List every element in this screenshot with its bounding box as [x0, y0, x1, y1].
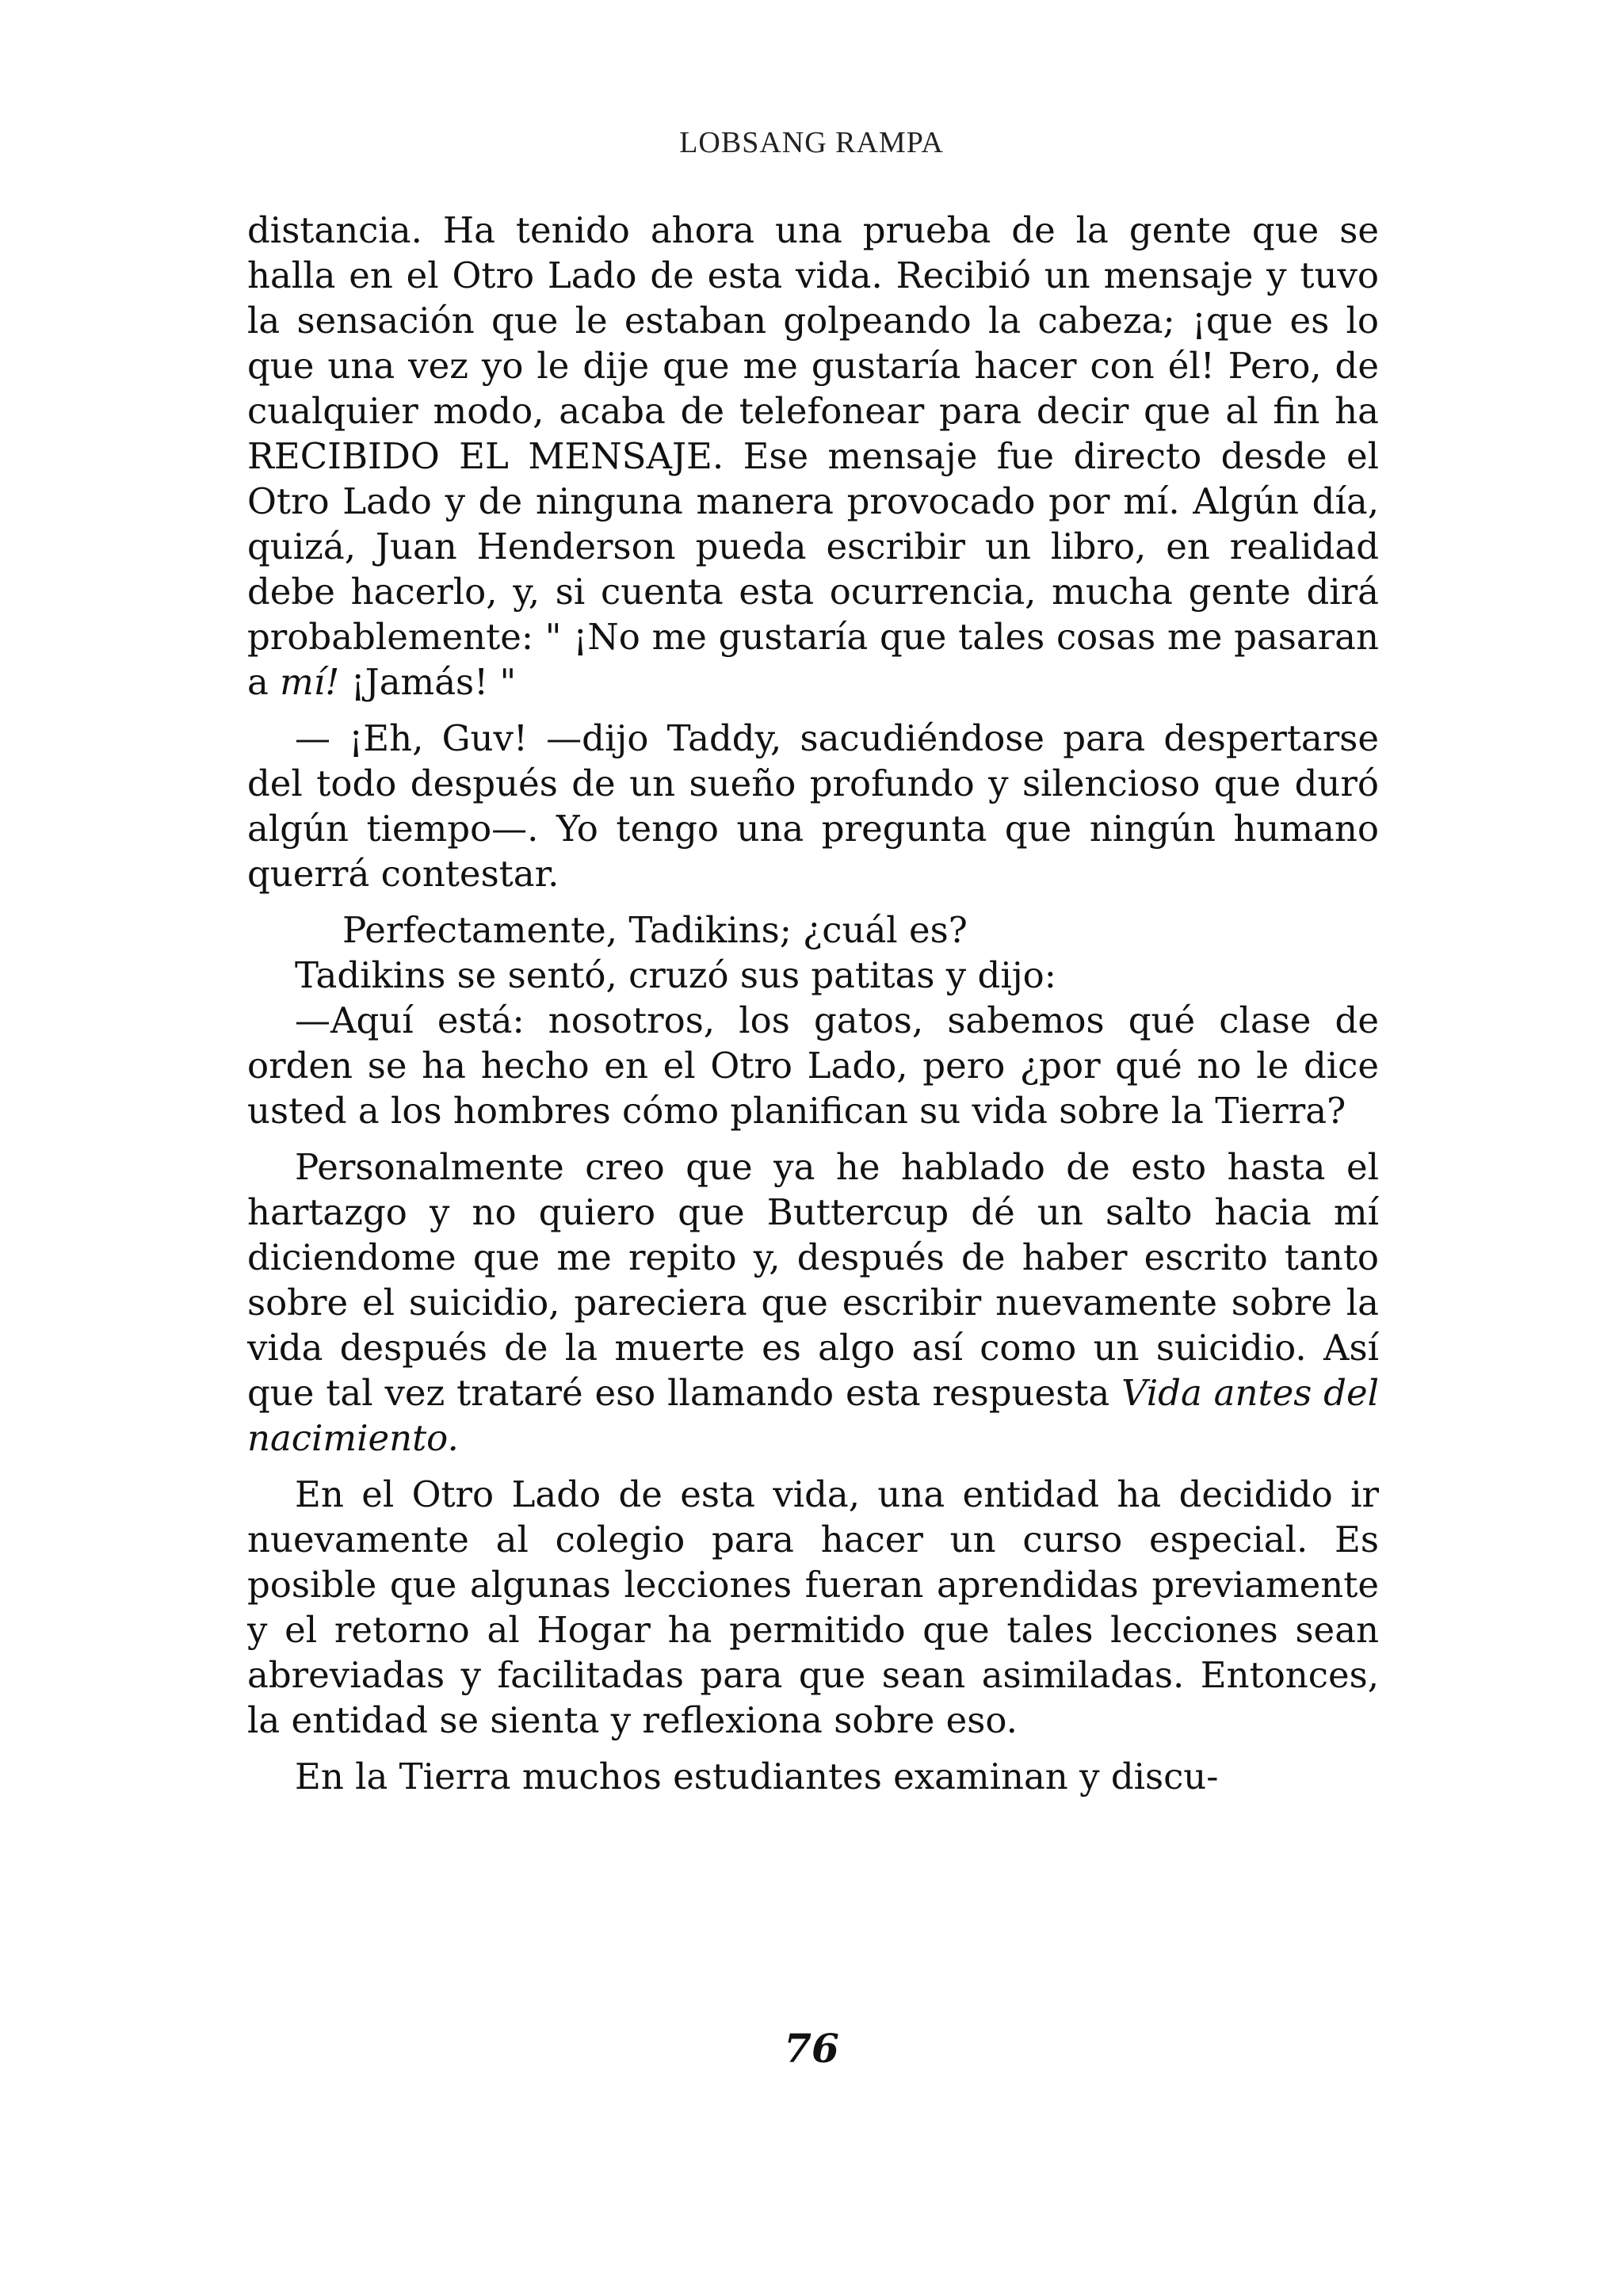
paragraph-4: Tadikins se sentó, cruzó sus patitas y dijo: — [295, 954, 1056, 996]
paragraph-1-text: distancia. Ha tenido ahora una prueba de la gente que se halla en el Otro Lado de esta vida. Recibió un mensaje y tuvo la sensación que le estaban golpeando la cabeza; ¡que es lo que una vez yo le dije que me gustaría hacer con él! Pero, de cualquier modo, acaba de telefonear para decir que al fin ha RECIBIDO EL MENSAJE. Ese mensaje fue directo desde el Otro Lado y de ninguna manera provocado por mí. Algún día, quizá, Juan Henderson pueda escribir un libro, en realidad debe hacerlo, y, si cuenta esta ocurrencia, mucha gente dirá probablemente: " ¡No me gustaría que tales cosas me pasaran a — [247, 209, 1379, 703]
paragraph-1 — [247, 208, 1379, 705]
paragraph-8: En la Tierra muchos estudiantes examinan y discu- — [295, 1755, 1219, 1797]
page-number: 76 — [784, 2025, 839, 2072]
paragraph-6-text: Personalmente creo que ya he hablado de esto hasta el hartazgo y no quiero que Buttercup dé un salto hacia mí diciendome que me repito y, después de haber escrito tanto sobre el suicidio, pareciera que escribir nuevamente sobre la vida después de la muerte es algo así como un suicidio. Así que tal vez trataré eso llamando esta respuesta — [247, 1146, 1379, 1414]
paragraph-5: —Aquí está: nosotros, los gatos, sabemos qué clase de orden se ha hecho en el Otro Lado, pero ¿por qué no le dice usted a los hombres cómo planifican su vida sobre la Tierra? — [247, 999, 1379, 1132]
paragraph-6-emphasis: Vida antes del nacimiento. — [247, 1372, 1379, 1459]
paragraph-6 — [247, 1144, 1379, 1461]
paragraph-3: Perfectamente, Tadikins; ¿cuál es? — [342, 909, 968, 951]
paragraph-2: — ¡Eh, Guv! —dijo Taddy, sacudiéndose para despertarse del todo después de un sueño profundo y silencioso que duró algún tiempo—. Yo tengo una pregunta que ningún humano querrá contestar. — [247, 717, 1379, 895]
paragraph-1-tail: ¡Jamás! " — [339, 661, 517, 703]
running-header: LOBSANG RAMPA — [679, 126, 944, 159]
paragraph-1-emphasis: mí! — [280, 661, 340, 703]
paragraph-7: En el Otro Lado de esta vida, una entidad ha decidido ir nuevamente al colegio para hacer un curso especial. Es posible que algunas lecciones fueran aprendidas previamente y el retorno al Hogar ha permitido que tales lecciones sean abreviadas y facilitadas para que sean asimiladas. Entonces, la entidad se sienta y reflexiona sobre eso. — [247, 1473, 1379, 1741]
body-text — [247, 208, 1379, 1810]
